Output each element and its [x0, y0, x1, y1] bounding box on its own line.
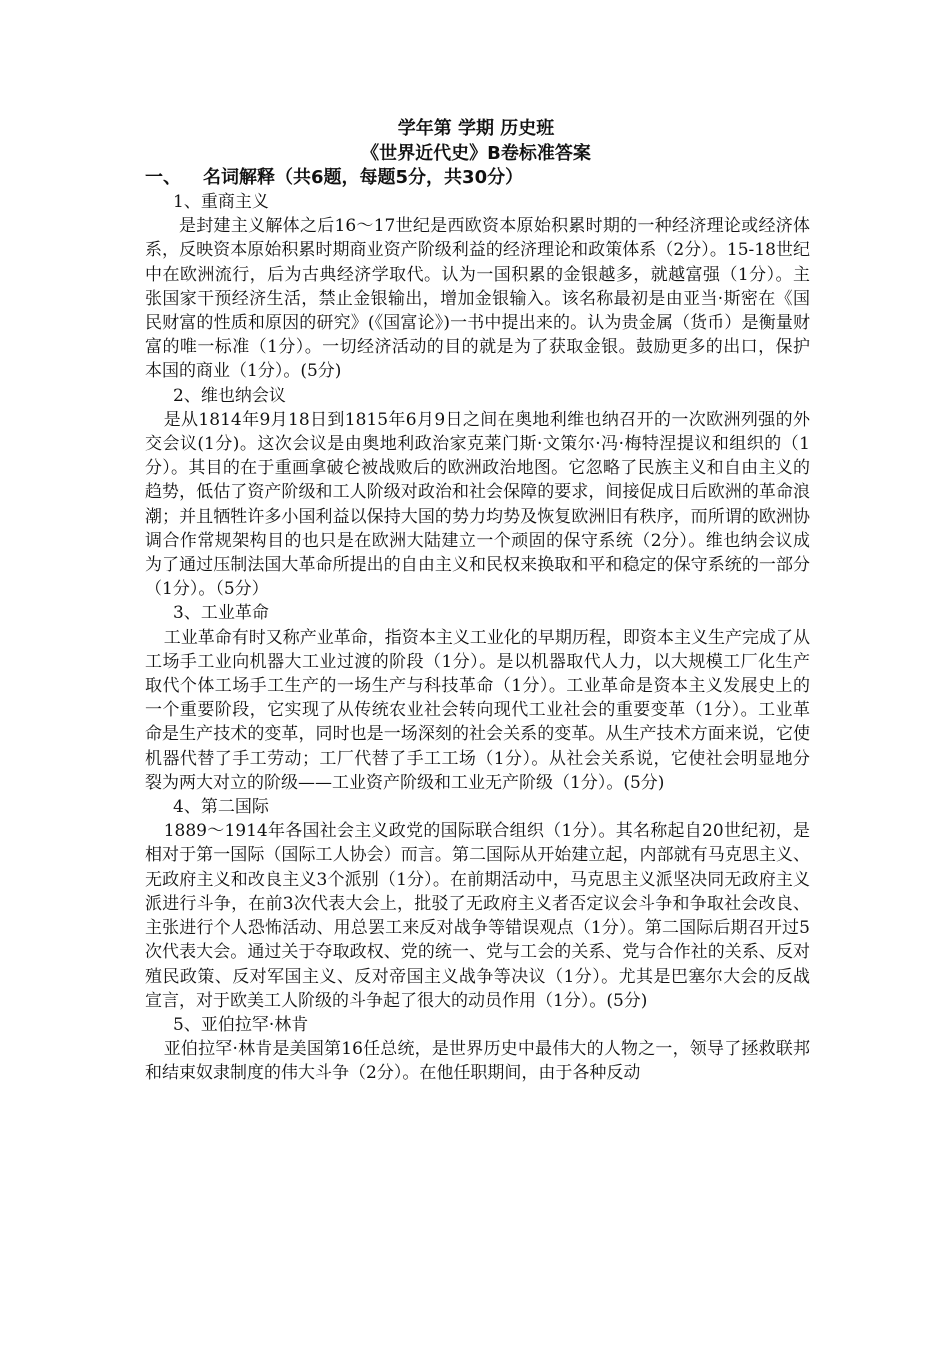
item-heading: 3、工业革命	[173, 603, 269, 624]
item-paragraph: 亚伯拉罕·林肯是美国第16任总统，是世界历史中最伟大的人物之一，领导了拯救联邦和结束奴隶制度的伟大斗争（2分）。在他任职期间，由于各种反动	[145, 1039, 810, 1084]
item-paragraph: 工业革命有时又称产业革命，指资本主义工业化的早期历程，即资本主义生产完成了从工场手工业向机器大工业过渡的阶段（1分）。是以机器取代人力，以大规模工厂化生产取代个体工场手工生产的一场生产与科技革命（1分）。工业革命是资本主义发展史上的一个重要阶段，它实现了从传统农业社会转向现代工业社会的重要变革（1分）。工业革命是生产技术的变革，同时也是一场深刻的社会关系的变革。从生产技术方面来说，它使机器代替了手工劳动；工厂代替了手工工场（1分）。从社会关系说，它使社会明显地分裂为两大对立的阶级——工业资产阶级和工业无产阶级（1分）。(5分)	[145, 627, 810, 793]
item-paragraph: 是封建主义解体之后16～17世纪是西欧资本原始积累时期的一种经济理论或经济体系，反映资本原始积累时期商业资产阶级利益的经济理论和政策体系（2分）。15-18世纪中在欧洲流行，后为古典经济学取代。认为一国积累的金银越多，就越富强（1分）。主张国家干预经济生活，禁止金银输出，增加金银输入。该名称最初是由亚当·斯密在《国民财富的性质和原因的研究》(《国富论》)一书中提出来的。认为贵金属（货币）是衡量财富的唯一标准（1分）。一切经济活动的目的就是为了获取金银。鼓励更多的出口，保护本国的商业（1分）。(5分)	[145, 216, 810, 382]
item-heading: 5、亚伯拉罕·林肯	[173, 1014, 309, 1035]
item-heading: 4、第二国际	[173, 797, 269, 818]
exam-title-line2: 《世界近代史》B卷标准答案	[361, 143, 591, 164]
exam-title-line1: 学年第 学期 历史班	[397, 118, 555, 139]
answer-content	[145, 190, 810, 1086]
item-paragraph: 是从1814年9月18日到1815年6月9日之间在奥地利维也纳召开的一次欧洲列强的外交会议(1分)。这次会议是由奥地利政治家克莱门斯·文策尔·冯·梅特涅提议和组织的（1分）。其目的在于重画拿破仑被战败后的欧洲政治地图。它忽略了民族主义和自由主义的趋势，低估了资产阶级和工人阶级对政治和社会保障的要求，间接促成日后欧洲的革命浪潮；并且牺牲许多小国利益以保持大国的势力均势及恢复欧洲旧有秩序，而所谓的欧洲协调合作常规架构目的也只是在欧洲大陆建立一个顽固的保守系统（2分）。维也纳会议成为了通过压制法国大革命所提出的自由主义和民权来换取和平和稳定的保守系统的一部分（1分）。（5分）	[145, 409, 810, 600]
item-paragraph: 1889～1914年各国社会主义政党的国际联合组织（1分）。其名称起自20世纪初，是相对于第一国际（国际工人协会）而言。第二国际从开始建立起，内部就有马克思主义、无政府主义和改良主义3个派别（1分）。在前期活动中，马克思主义派坚决同无政府主义派进行斗争，在前3次代表大会上，批驳了无政府主义者否定议会斗争和争取社会改良、主张进行个人恐怖活动、用总罢工来反对战争等错误观点（1分）。第二国际后期召开过5次代表大会。通过关于夺取政权、党的统一、党与工会的关系、党与合作社的关系、反对殖民政策、反对军国主义、反对帝国主义战争等决议（1分）。尤其是巴塞尔大会的反战宣言，对于欧美工人阶级的斗争起了很大的动员作用（1分）。(5分)	[145, 821, 810, 1011]
item-heading: 1、重商主义	[173, 192, 269, 212]
section-heading	[145, 166, 825, 190]
section-number: 一、	[145, 167, 181, 188]
item-heading: 2、维也纳会议	[173, 385, 286, 406]
section-title: 名词解释（共6题，每题5分，共30分）	[203, 167, 524, 188]
